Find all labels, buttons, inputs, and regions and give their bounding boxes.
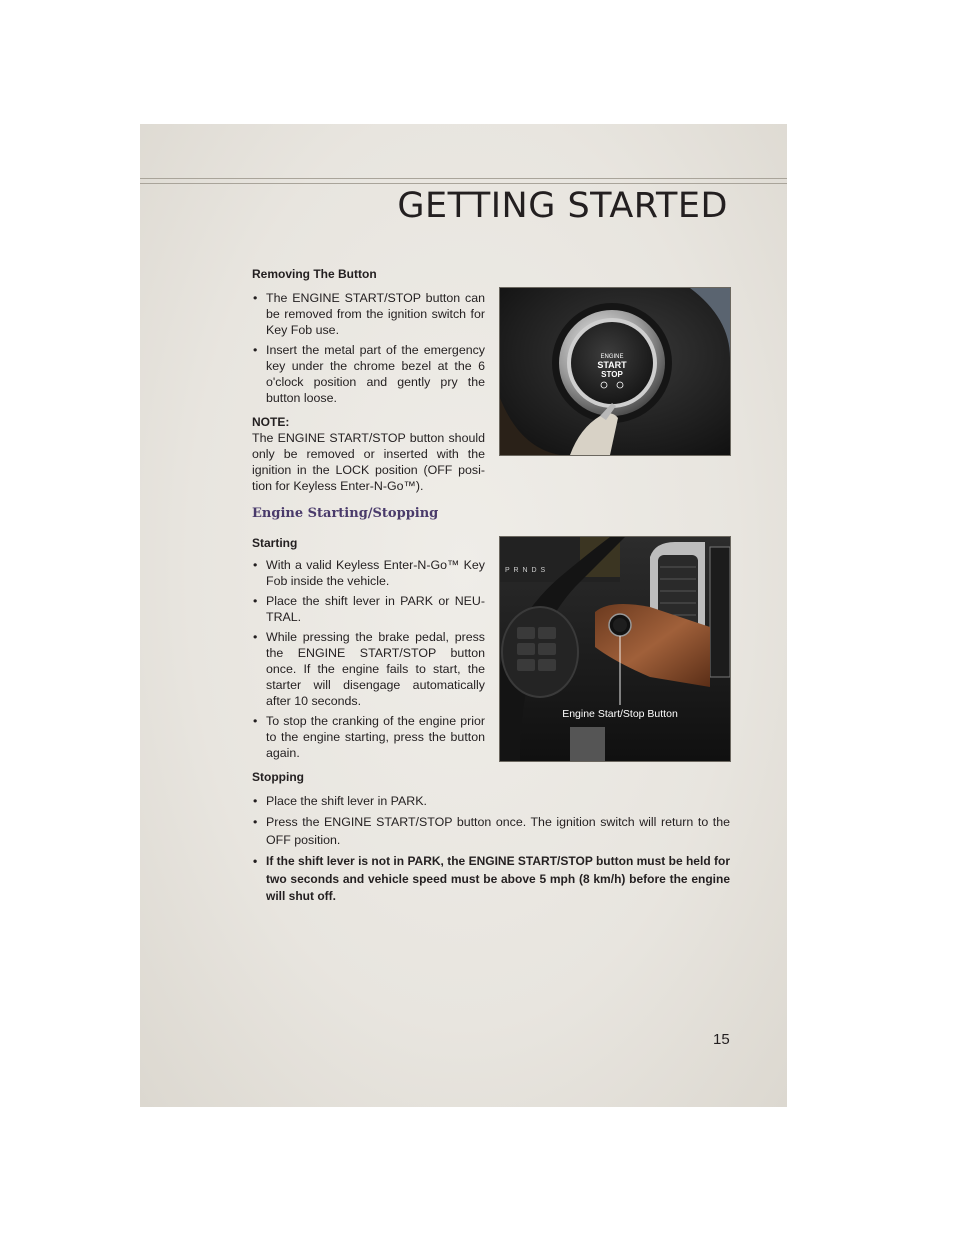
note-text: The ENGINE START/STOP button should only be removed or inserted with the ignition in the LOCK position (OFF posi-tion for Keyless Enter-N-Go™). bbox=[252, 431, 485, 493]
section-title: Engine Starting/Stopping bbox=[252, 506, 439, 521]
page-title: GETTING STARTED bbox=[397, 186, 728, 226]
list-item: • With a valid Keyless Enter-N-Go™ Key Fob inside the vehicle. bbox=[252, 557, 485, 589]
gear-indicator-text: P R N D S bbox=[505, 567, 547, 574]
starting-heading: Starting bbox=[252, 536, 298, 550]
list-item: • The ENGINE START/STOP button can be removed from the ignition switch for Key Fob use. bbox=[252, 290, 485, 338]
header-rule-bottom bbox=[140, 183, 787, 184]
starting-list bbox=[252, 557, 485, 761]
list-item: • To stop the cranking of the engine prior to the engine starting, press the button again. bbox=[252, 713, 485, 761]
list-item: • Insert the metal part of the emergency key under the chrome bezel at the 6 o'clock position and gently pry the button loose. bbox=[252, 342, 485, 406]
stopping-heading: Stopping bbox=[252, 770, 304, 784]
photo-callout-label: Engine Start/Stop Button bbox=[562, 708, 678, 720]
list-item: • Place the shift lever in PARK. bbox=[252, 793, 730, 811]
list-item-warning: • If the shift lever is not in PARK, the ENGINE START/STOP button must be held for two seconds and vehicle speed must be above 5 mph (8 km/h) before the engine will shut off. bbox=[252, 853, 730, 906]
stopping-list bbox=[252, 793, 730, 906]
removing-list bbox=[252, 290, 485, 406]
starting-section bbox=[252, 535, 485, 765]
removing-section bbox=[252, 266, 485, 494]
note-label: NOTE: bbox=[252, 415, 290, 429]
page-number: 15 bbox=[713, 1031, 730, 1048]
dashboard-photo bbox=[499, 536, 731, 762]
start-stop-button-photo bbox=[499, 287, 731, 456]
photo-button-text-engine: ENGINE bbox=[600, 354, 624, 360]
dashboard-illustration bbox=[500, 537, 730, 761]
start-stop-button-illustration bbox=[500, 288, 730, 455]
removing-heading: Removing The Button bbox=[252, 267, 377, 281]
engine-section-title-wrap bbox=[252, 506, 552, 522]
list-item: • Place the shift lever in PARK or NEU-TRAL. bbox=[252, 593, 485, 625]
list-item: • While pressing the brake pedal, press the ENGINE START/STOP button once. If the engine fails to start, the starter will disengage automatically after 10 seconds. bbox=[252, 629, 485, 709]
photo-button-text-stop: STOP bbox=[601, 370, 623, 379]
header-rule-top bbox=[140, 178, 787, 179]
stopping-section bbox=[252, 769, 730, 910]
photo-button-text-start: START bbox=[597, 360, 627, 370]
list-item: • Press the ENGINE START/STOP button once. The ignition switch will return to the OFF position. bbox=[252, 814, 730, 849]
